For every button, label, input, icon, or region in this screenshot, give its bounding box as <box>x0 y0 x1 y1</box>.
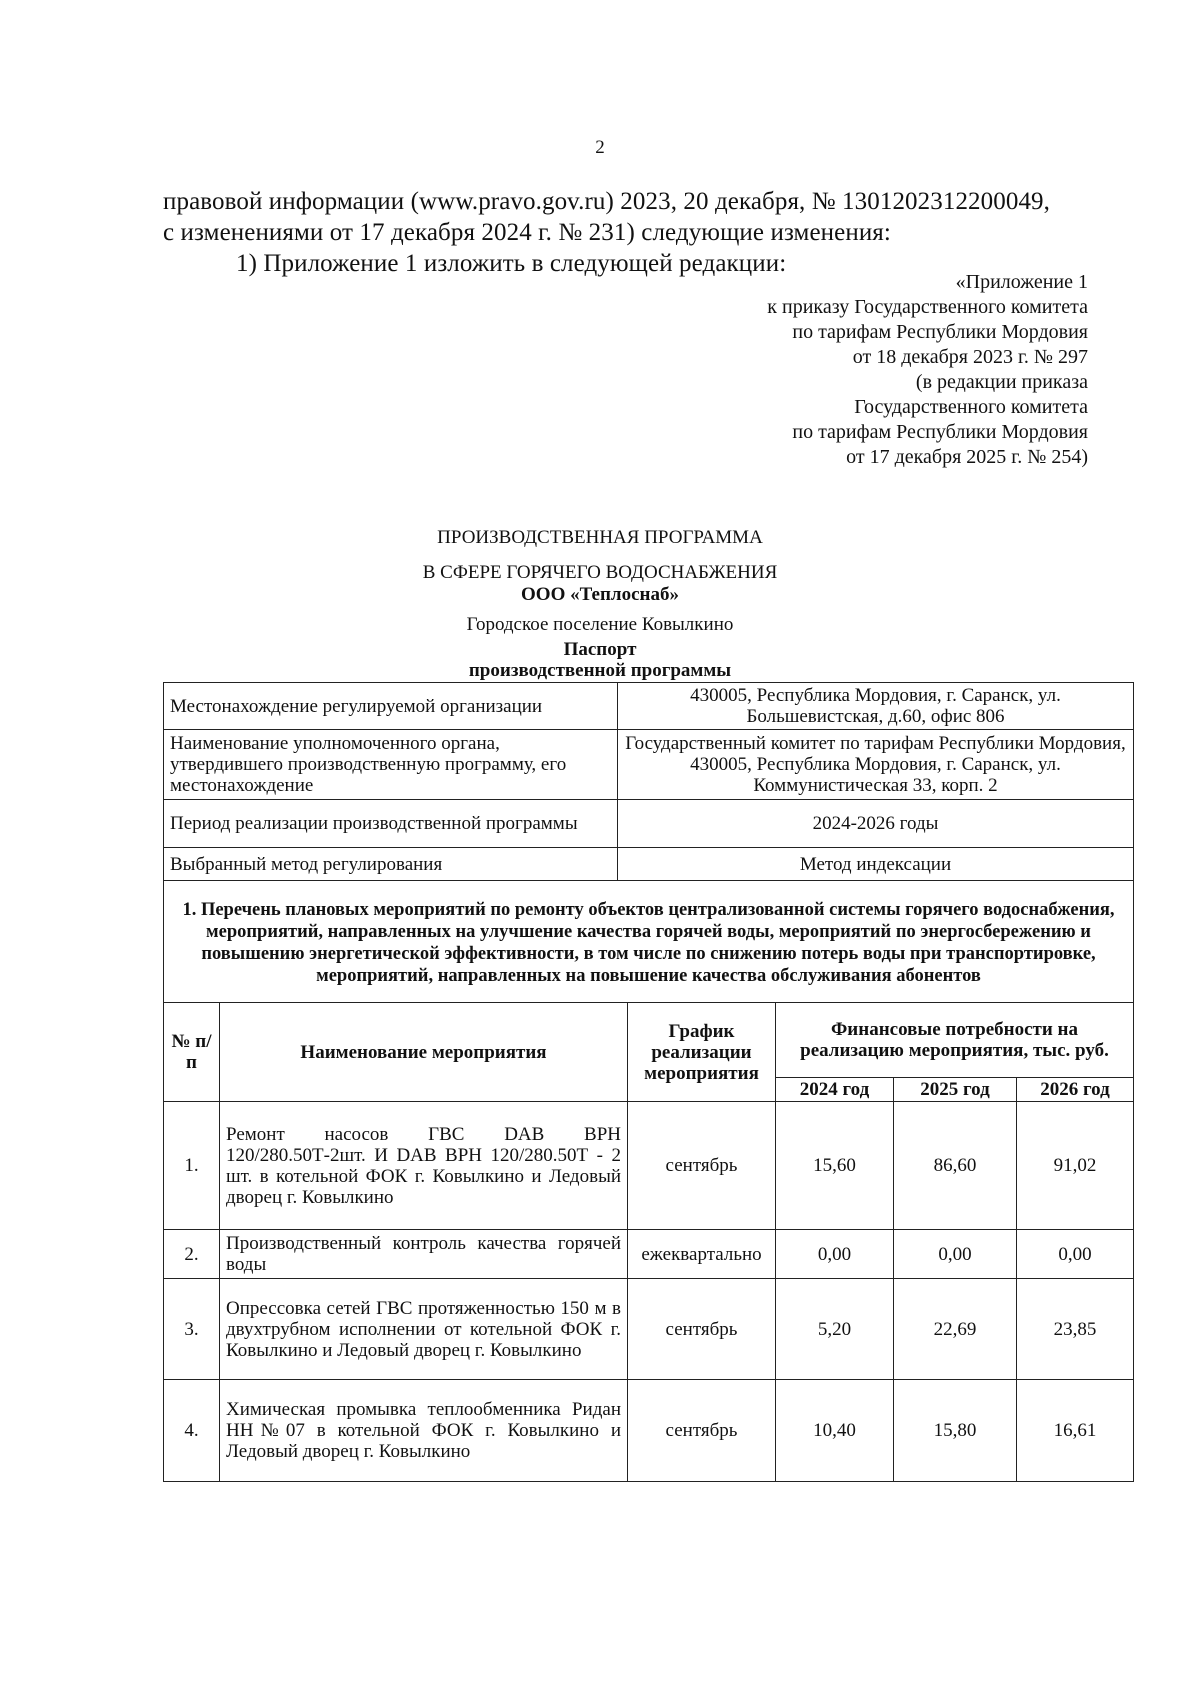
program-title: ПРОИЗВОДСТВЕННАЯ ПРОГРАММА <box>437 527 763 548</box>
intro-line-1: правовой информации (www.pravo.gov.ru) 2023, 20 декабря, № 1301202312200049, <box>163 188 1050 215</box>
event-2024: 10,40 <box>776 1380 894 1482</box>
event-2026: 0,00 <box>1017 1230 1134 1279</box>
event-2024: 5,20 <box>776 1279 894 1380</box>
header-2026: 2026 год <box>1017 1078 1134 1102</box>
appendix-line: «Приложение 1 <box>955 271 1088 293</box>
header-schedule: График реализации мероприятия <box>628 1003 776 1102</box>
event-schedule: сентябрь <box>628 1102 776 1230</box>
table-row <box>164 1279 1134 1380</box>
header-name: Наименование мероприятия <box>220 1003 628 1102</box>
intro-line-3: 1) Приложение 1 изложить в следующей редакции: <box>236 250 787 277</box>
table-row <box>164 1230 1134 1279</box>
event-schedule: сентябрь <box>628 1380 776 1482</box>
intro-line-2: с изменениями от 17 декабря 2024 г. № 231) следующие изменения: <box>163 219 891 246</box>
appendix-line: от 18 декабря 2023 г. № 297 <box>852 346 1088 368</box>
appendix-line: по тарифам Республики Мордовия <box>792 421 1088 443</box>
passport-value: Государственный комитет по тарифам Республики Мордовия, 430005, Республика Мордовия, г. Саранск, ул. Коммунистическая 33, корп. 2 <box>618 730 1134 800</box>
passport-label: Выбранный метод регулирования <box>164 848 618 881</box>
settlement-name: Городское поселение Ковылкино <box>466 614 734 635</box>
passport-label: Местонахождение регулируемой организации <box>164 683 618 730</box>
event-2025: 22,69 <box>894 1279 1017 1380</box>
event-schedule: сентябрь <box>628 1279 776 1380</box>
passport-value: Метод индексации <box>618 848 1134 881</box>
header-num: № п/п <box>164 1003 220 1102</box>
appendix-line: к приказу Государственного комитета <box>767 296 1088 318</box>
page-number: 2 <box>595 137 605 158</box>
event-name: Химическая промывка теплообменника Ридан НН№07 в котельной ФОК г. Ковылкино и Ледовый дворец г. Ковылкино <box>220 1380 628 1482</box>
table-row <box>164 1380 1134 1482</box>
event-num: 1. <box>164 1102 220 1230</box>
section-title-row <box>164 881 1134 1003</box>
section-1-title: 1. Перечень плановых мероприятий по ремонту объектов централизованной системы горячего водоснабжения, мероприятий, направленных на улучшение качества горячей воды, мероприятий по энергосбережению и повышению энергетической эффективности, в том числе по снижению потерь воды при транспортировке, мероприятий, направленных на повышение качества обслуживания абонентов <box>164 881 1134 1003</box>
event-2026: 16,61 <box>1017 1380 1134 1482</box>
event-name: Ремонт насосов ГВС DAB ВРН 120/280.50Т-2шт. И DAB ВРН 120/280.50Т - 2 шт. в котельной ФОК г. Ковылкино и Ледовый дворец г. Ковылкино <box>220 1102 628 1230</box>
table-row <box>164 1102 1134 1230</box>
passport-row <box>164 683 1134 730</box>
event-schedule: ежеквартально <box>628 1230 776 1279</box>
passport-heading: Паспорт <box>563 639 637 660</box>
appendix-line: (в редакции приказа <box>915 371 1088 393</box>
passport-value: 430005, Республика Мордовия, г. Саранск, ул. Большевистская, д.60, офис 806 <box>618 683 1134 730</box>
event-2026: 91,02 <box>1017 1102 1134 1230</box>
header-2025: 2025 год <box>894 1078 1017 1102</box>
event-name: Опрессовка сетей ГВС протяженностью 150 м в двухтрубном исполнении от котельной ФОК г. Ковылкино и Ледовый дворец г. Ковылкино <box>220 1279 628 1380</box>
passport-subheading: производственной программы <box>468 660 732 681</box>
event-name: Производственный контроль качества горячей воды <box>220 1230 628 1279</box>
passport-value: 2024-2026 годы <box>618 800 1134 848</box>
event-num: 2. <box>164 1230 220 1279</box>
passport-row <box>164 848 1134 881</box>
event-num: 4. <box>164 1380 220 1482</box>
event-2025: 0,00 <box>894 1230 1017 1279</box>
passport-label: Наименование уполномоченного органа, утвердившего производственную программу, его местонахождение <box>164 730 618 800</box>
passport-row <box>164 730 1134 800</box>
event-2024: 15,60 <box>776 1102 894 1230</box>
events-header-row <box>164 1003 1134 1078</box>
appendix-line: от 17 декабря 2025 г. № 254) <box>846 446 1088 468</box>
event-num: 3. <box>164 1279 220 1380</box>
passport-row <box>164 800 1134 848</box>
header-finance: Финансовые потребности на реализацию мероприятия, тыс. руб. <box>776 1003 1134 1078</box>
event-2025: 15,80 <box>894 1380 1017 1482</box>
passport-table <box>163 682 1134 881</box>
passport-label: Период реализации производственной программы <box>164 800 618 848</box>
event-2026: 23,85 <box>1017 1279 1134 1380</box>
company-name: ООО «Теплоснаб» <box>521 584 679 605</box>
appendix-stamp <box>767 270 1088 470</box>
events-table <box>163 880 1134 1482</box>
event-2025: 86,60 <box>894 1102 1017 1230</box>
header-2024: 2024 год <box>776 1078 894 1102</box>
appendix-line: по тарифам Республики Мордовия <box>792 321 1088 343</box>
program-subtitle: В СФЕРЕ ГОРЯЧЕГО ВОДОСНАБЖЕНИЯ <box>422 562 778 583</box>
appendix-line: Государственного комитета <box>854 396 1088 418</box>
event-2024: 0,00 <box>776 1230 894 1279</box>
